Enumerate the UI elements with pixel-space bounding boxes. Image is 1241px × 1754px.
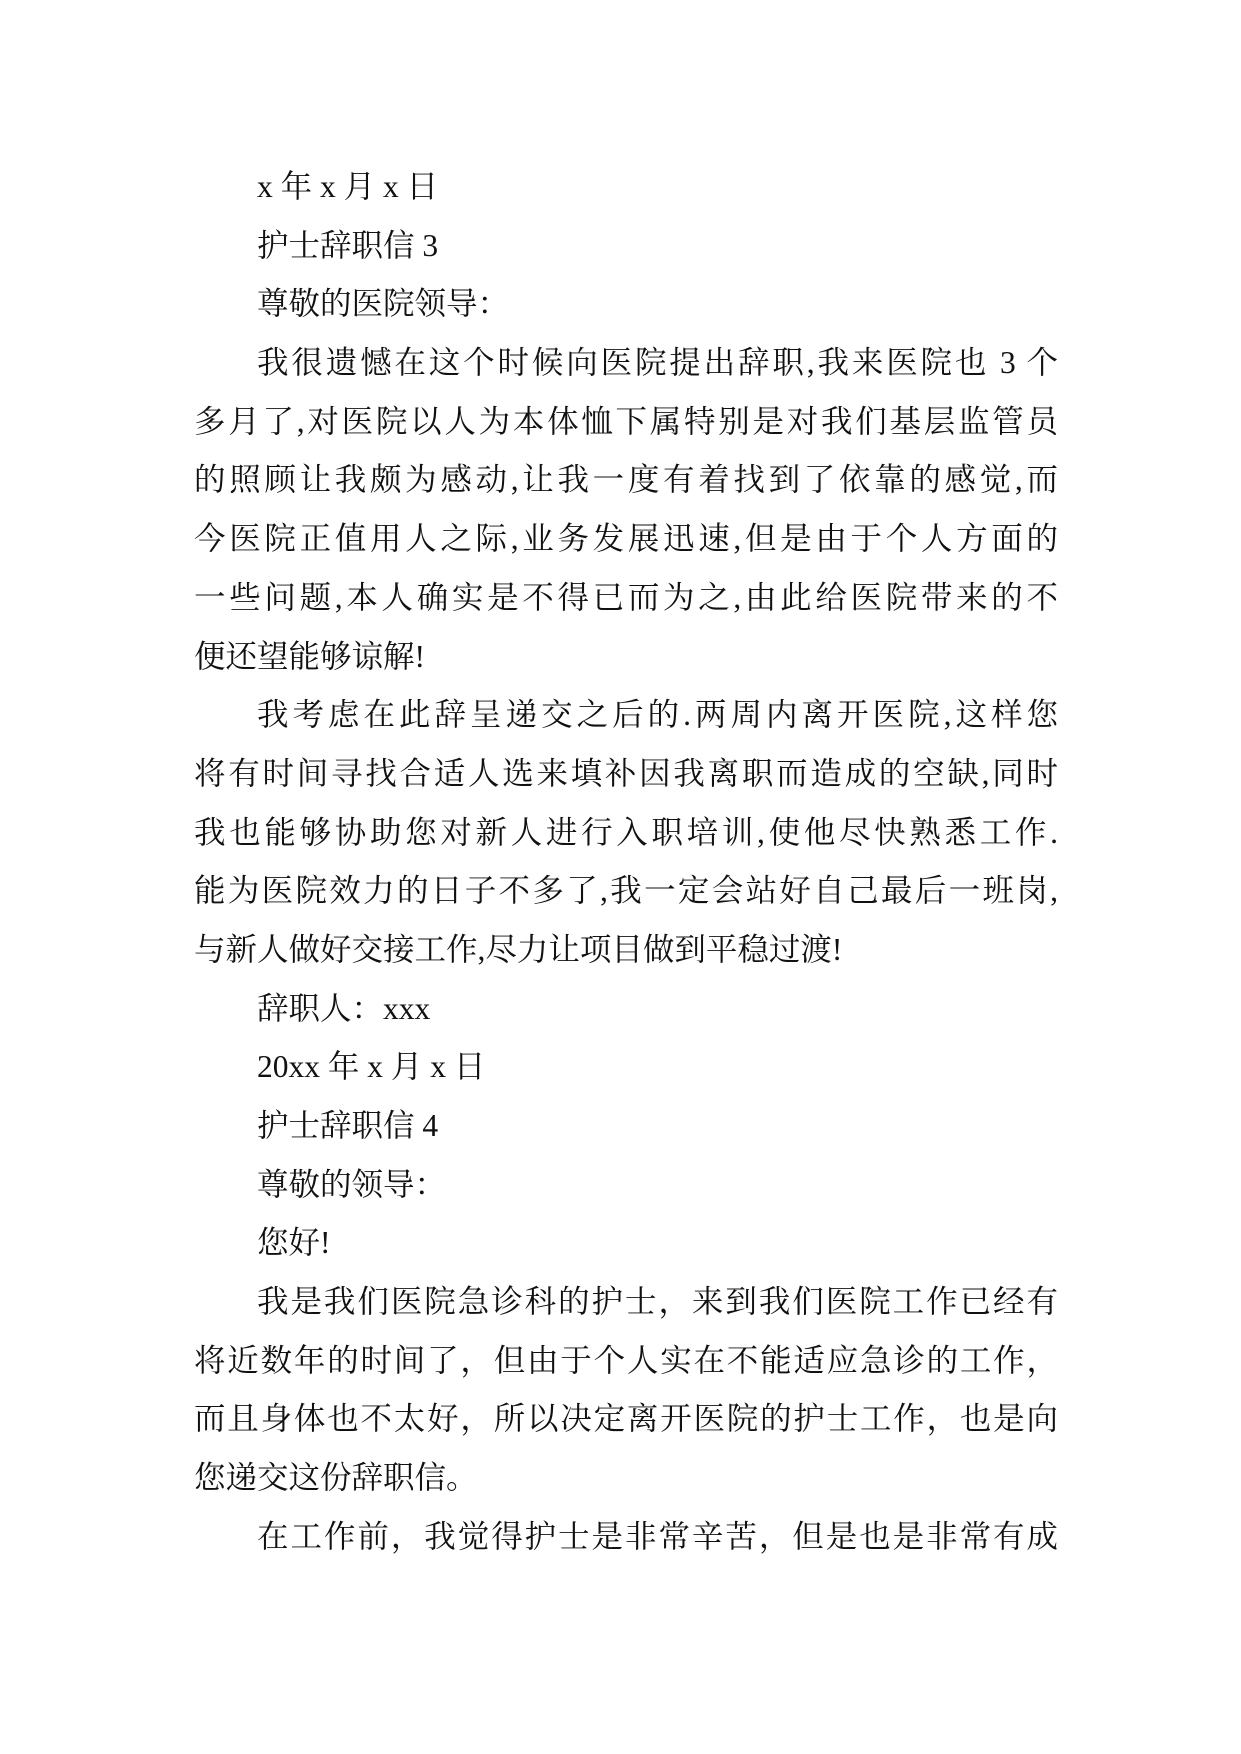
paragraph-line: 将近数年的时间了，但由于个人实在不能适应急诊的工作， <box>194 1342 1058 1378</box>
paragraph-line: 将有时间寻找合适人选来填补因我离职而造成的空缺,同时 <box>194 755 1058 791</box>
salutation: 尊敬的领导： <box>257 1166 447 1202</box>
paragraph-line: 的照顾让我颇为感动,让我一度有着找到了依靠的感觉,而 <box>194 462 1058 498</box>
paragraph-line: 我考虑在此辞呈递交之后的.两周内离开医院,这样您 <box>257 697 1058 733</box>
paragraph <box>194 1273 1058 1508</box>
paragraph-line: 今医院正值用人之际,业务发展迅速,但是由于个人方面的 <box>194 521 1058 557</box>
paragraph-line: 多月了,对医院以人为本体恤下属特别是对我们基层监管员 <box>194 403 1058 439</box>
paragraph-line: 我很遗憾在这个时候向医院提出辞职,我来医院也 3 个 <box>257 345 1058 381</box>
paragraph-line: 您递交这份辞职信。 <box>194 1460 478 1496</box>
previous-letter-date: x 年 x 月 x 日 <box>257 169 439 204</box>
paragraph-line: 而且身体也不太好，所以决定离开医院的护士工作，也是向 <box>194 1401 1058 1437</box>
greeting: 您好! <box>257 1225 331 1261</box>
paragraph <box>194 1508 1058 1567</box>
paragraph-line: 便还望能够谅解! <box>194 638 425 674</box>
letter-4 <box>194 1097 1058 1567</box>
paragraph-line: 在工作前，我觉得护士是非常辛苦，但是也是非常有成 <box>257 1518 1058 1554</box>
document-body <box>194 158 1058 1567</box>
letter-title: 护士辞职信 4 <box>257 1108 439 1143</box>
paragraph-line: 能为医院效力的日子不多了,我一定会站好自己最后一班岗, <box>194 873 1058 909</box>
paragraph-line: 我是我们医院急诊科的护士，来到我们医院工作已经有 <box>257 1284 1058 1320</box>
paragraph-line: 我也能够协助您对新人进行入职培训,使他尽快熟悉工作. <box>194 814 1058 850</box>
letter-3 <box>194 217 1058 1097</box>
signature-date: 20xx 年 x 月 x 日 <box>257 1049 486 1085</box>
paragraph-line: 与新人做好交接工作,尽力让项目做到平稳过渡! <box>194 931 843 967</box>
paragraph-line: 一些问题,本人确实是不得已而为之,由此给医院带来的不 <box>194 579 1058 615</box>
salutation: 尊敬的医院领导： <box>257 286 510 322</box>
signature: 辞职人：xxx <box>257 990 431 1026</box>
paragraph <box>194 686 1058 979</box>
paragraph <box>194 334 1058 686</box>
letter-title: 护士辞职信 3 <box>257 227 439 263</box>
